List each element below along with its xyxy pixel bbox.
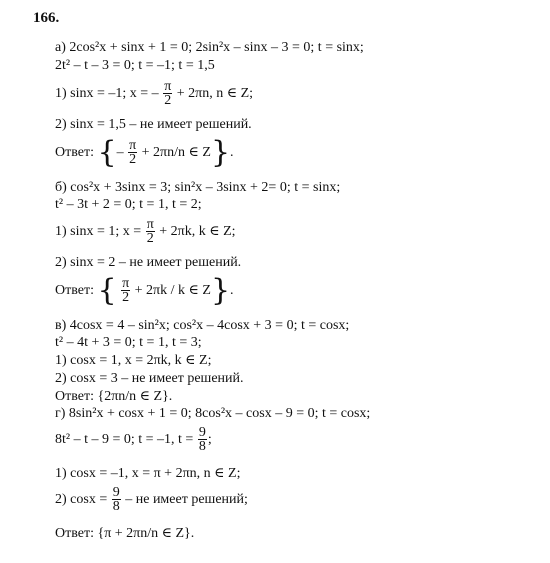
part-b-answer [55,272,234,308]
part-a-case1-tail: + 2πn, n ∈ Z; [176,86,254,101]
left-brace: { [97,134,117,170]
part-b-case2: 2) sinx = 2 – не имеет решений. [55,255,242,270]
fraction-denominator: 8 [112,499,120,515]
part-b-case1-tail: + 2πk, k ∈ Z; [159,224,236,239]
part-c-substitution: t² – 4t + 3 = 0; t = 1, t = 3; [55,335,202,350]
part-b-equation: б) cos²x + 3sinx = 3; sin²x – 3sinx + 2= 0; t = sinx; [55,180,341,195]
fraction-denominator: 2 [129,152,137,168]
fraction-denominator: 2 [146,231,154,247]
part-b-case1 [55,218,236,246]
part-a-case1 [55,80,253,108]
part-d-case2-fraction [112,486,121,513]
part-d-root-fraction [198,426,207,453]
part-d-case2 [55,486,248,514]
answer-fraction [128,139,137,166]
fraction-numerator: 9 [112,485,120,501]
fraction-numerator: π [164,79,172,95]
part-d-equation: г) 8sin²x + cosx + 1 = 0; 8cos²x – cosx – 9 = 0; t = cosx; [55,406,371,421]
part-d-substitution [55,426,212,454]
answer-period: . [230,283,234,298]
left-brace: { [97,272,117,308]
answer-period: . [230,145,234,160]
part-b-substitution: t² – 3t + 2 = 0; t = 1, t = 2; [55,197,202,212]
fraction-denominator: 8 [198,439,206,455]
part-a-equation: а) 2cos²x + sinx + 1 = 0; 2sin²x – sinx – 3 = 0; t = sinx; [55,40,364,55]
answer-set-condition: + 2πk / k ∈ Z [134,283,211,298]
part-d-case1: 1) cosx = –1, x = π + 2πn, n ∈ Z; [55,466,241,481]
part-d-substitution-tail: ; [207,432,212,447]
part-d-case2-text: 2) cosx = [55,492,108,507]
fraction-denominator: 2 [164,93,172,109]
answer-fraction [121,277,130,304]
part-c-case2: 2) cosx = 3 – не имеет решений. [55,371,244,386]
fraction-numerator: π [129,138,137,154]
fraction-numerator: π [122,276,130,292]
part-d-substitution-text: 8t² – t – 9 = 0; t = –1, t = [55,432,194,447]
answer-set-condition: + 2πn/n ∈ Z [141,145,211,160]
part-a-answer [55,134,234,170]
part-b-case1-text: 1) sinx = 1; x = [55,224,142,239]
part-d-case2-tail: – не имеет решений; [125,492,248,507]
part-a-case1-text: 1) sinx = –1; x = – [55,86,159,101]
answer-minus: – [116,145,124,160]
fraction-numerator: π [146,217,154,233]
answer-label: Ответ: [55,283,94,298]
part-c-answer: Ответ: {2πn/n ∈ Z}. [55,389,173,404]
part-d-answer: Ответ: {π + 2πn/n ∈ Z}. [55,526,195,541]
part-b-case1-fraction [146,218,155,245]
right-brace: } [210,134,231,170]
part-c-case1: 1) cosx = 1, x = 2πk, k ∈ Z; [55,353,212,368]
fraction-denominator: 2 [122,290,130,306]
problem-number: 166. [33,10,60,26]
part-c-equation: в) 4cosx = 4 – sin²x; cos²x – 4cosx + 3 = 0; t = cosx; [55,318,350,333]
answer-label: Ответ: [55,145,94,160]
right-brace: } [210,272,231,308]
part-a-case2: 2) sinx = 1,5 – не имеет решений. [55,117,252,132]
fraction-numerator: 9 [198,425,206,441]
part-a-substitution: 2t² – t – 3 = 0; t = –1; t = 1,5 [55,58,215,73]
part-a-case1-fraction [163,80,172,107]
